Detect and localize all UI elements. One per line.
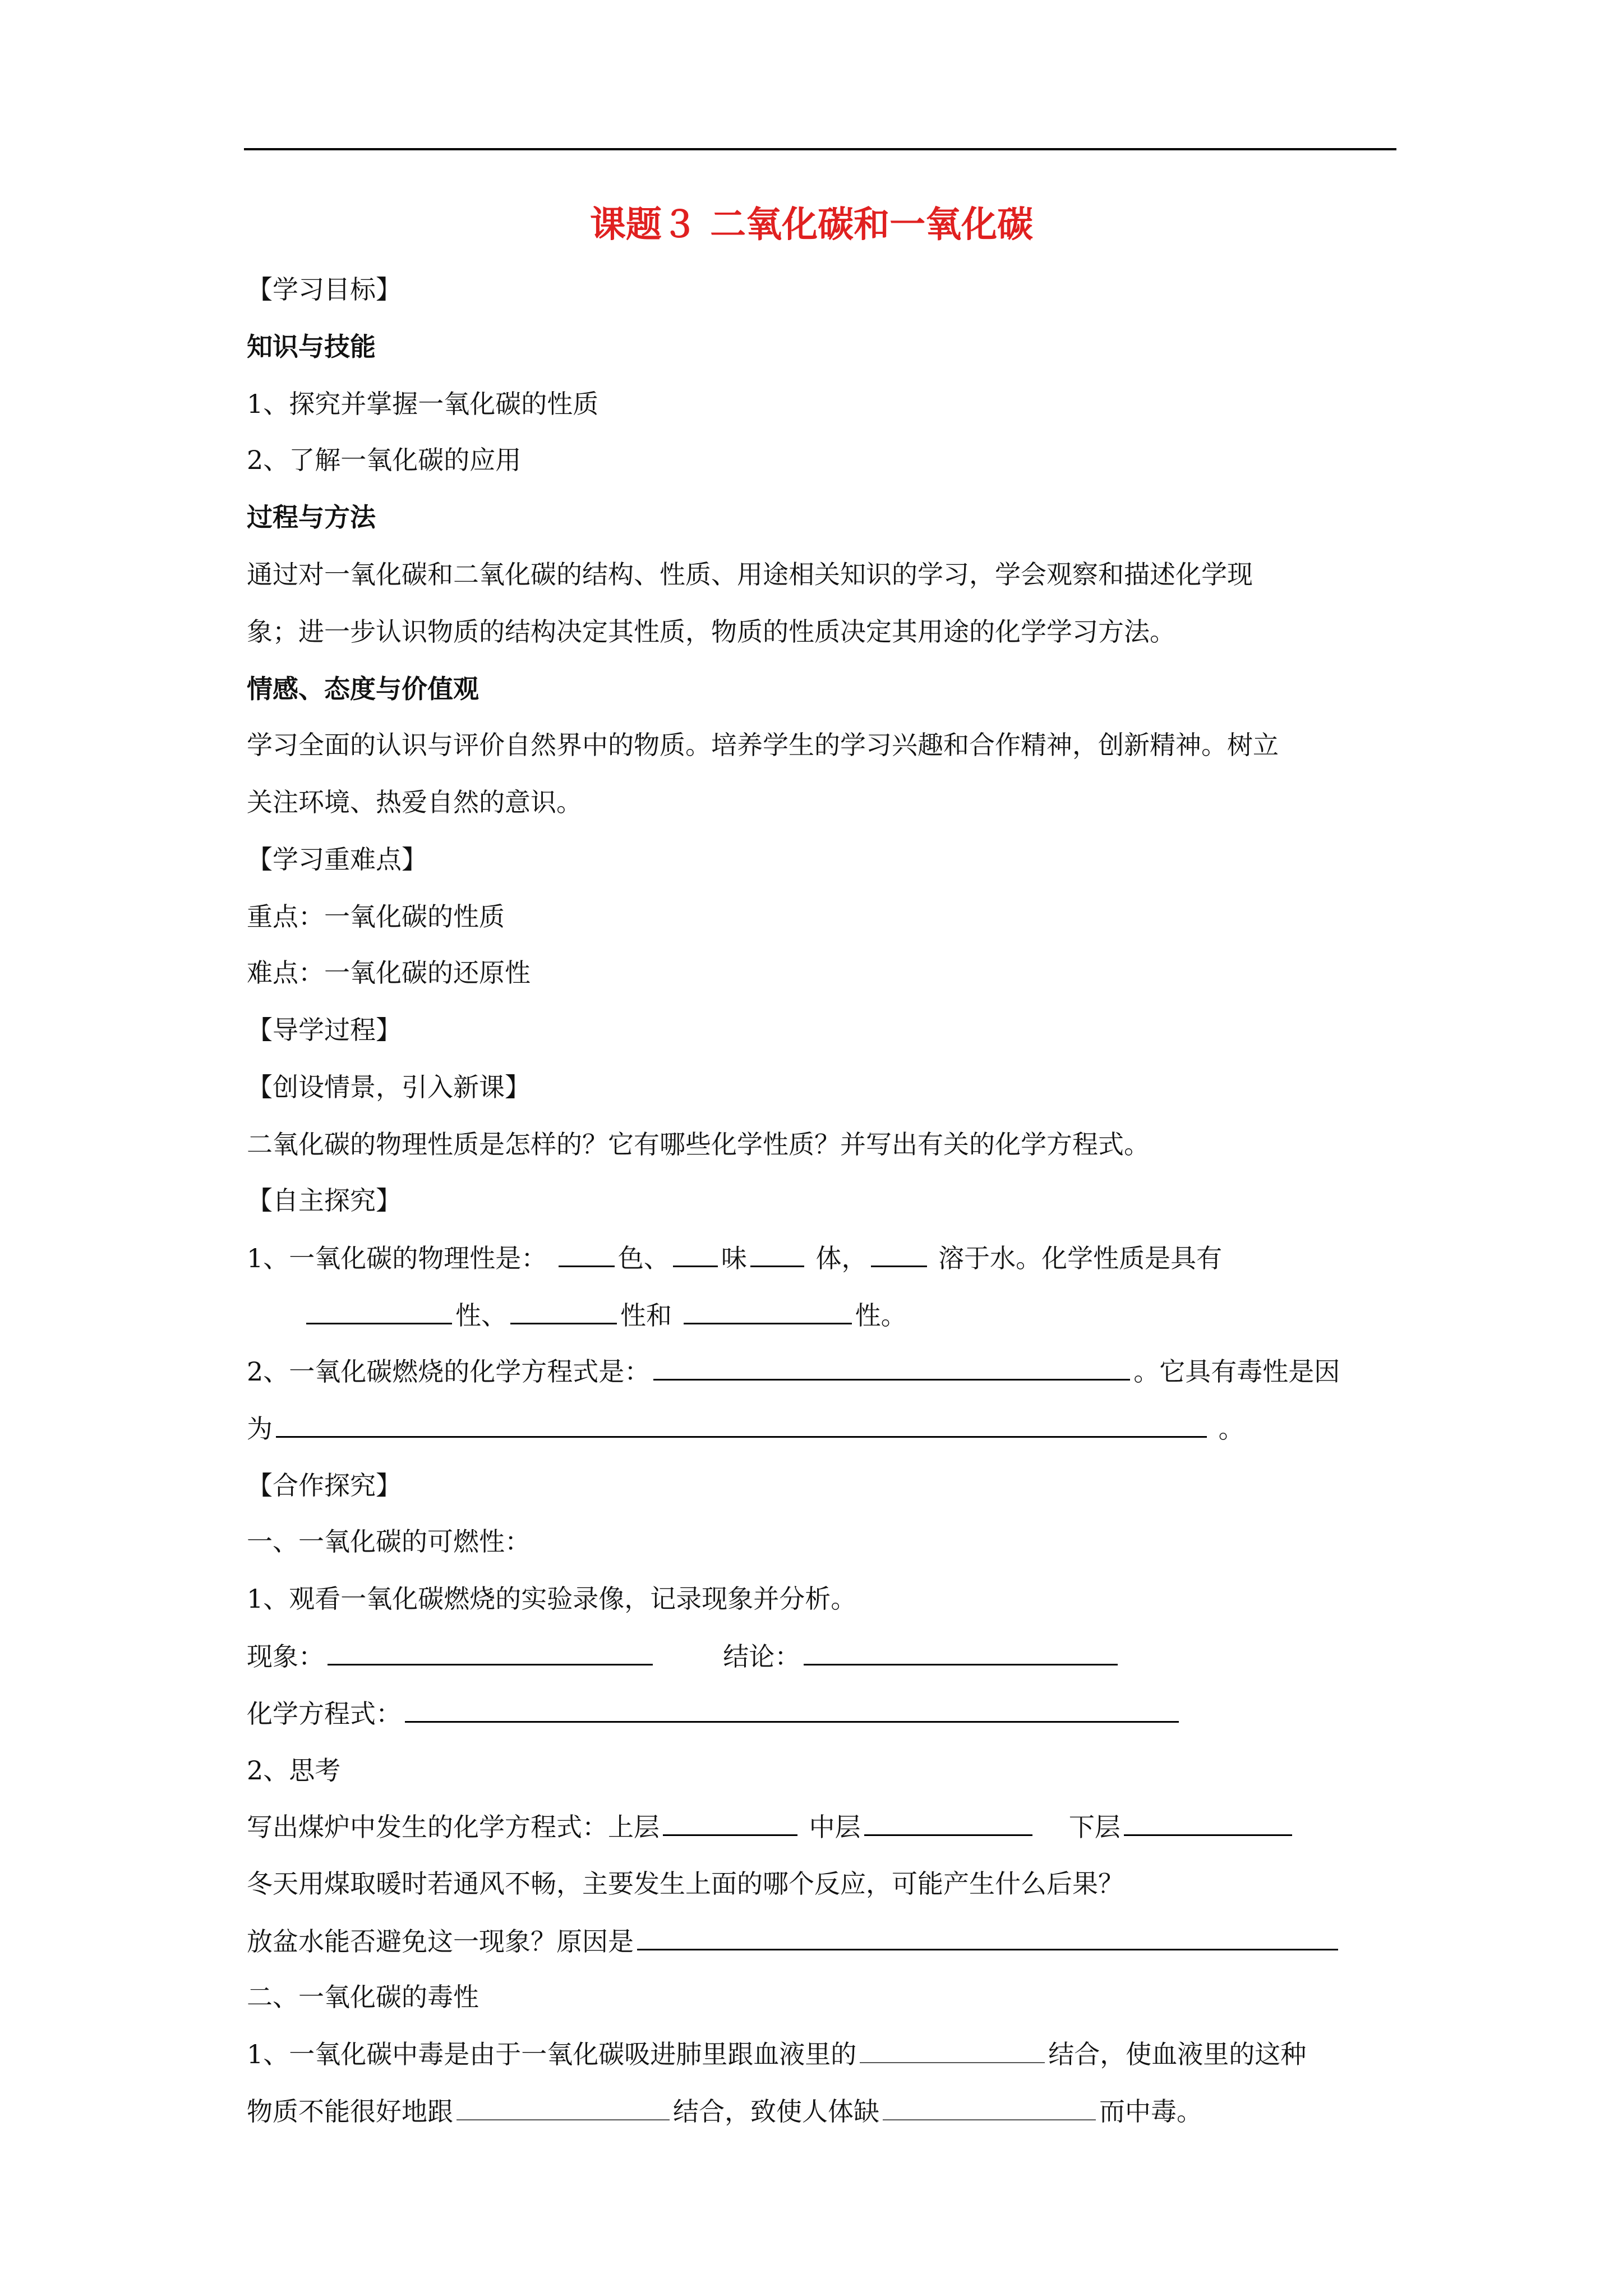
blank-smell[interactable] — [673, 1241, 718, 1267]
blank-lower-layer[interactable] — [1124, 1810, 1292, 1836]
coop-heading: 【合作探究】 — [247, 1470, 402, 1501]
self-1b-text-b: 性和 — [620, 1300, 672, 1331]
coop-section-1: 一、一氧化碳的可燃性： — [247, 1526, 531, 1557]
blank-water-reason[interactable] — [637, 1924, 1338, 1950]
winter-question: 冬天用煤取暖时若通风不畅，主要发生上面的哪个反应，可能产生什么后果？ — [247, 1869, 1124, 1899]
self-question-1-cont — [303, 1298, 907, 1332]
emotion-text-1: 学习全面的认识与评价自然界中的物质。培养学生的学习兴趣和合作精神，创新精神。树立 — [247, 730, 1279, 760]
process-text-2: 象；进一步认识物质的结构决定其性质，物质的性质决定其用途的化学学习方法。 — [247, 616, 1175, 647]
key-point: 重点：一氧化碳的性质 — [247, 901, 505, 932]
difficult-point: 难点：一氧化碳的还原性 — [247, 958, 531, 988]
stove-text-a: 写出煤炉中发生的化学方程式：上层 — [247, 1812, 660, 1842]
poison-1-text-a: 1、一氧化碳中毒是由于一氧化碳吸进肺里跟血液里的 — [247, 2039, 857, 2069]
stove-text-c: 下层 — [1068, 1812, 1121, 1842]
blank-solubility[interactable] — [871, 1241, 927, 1267]
poison-row-2 — [247, 2095, 1202, 2128]
self-1b-text-c: 性。 — [855, 1300, 907, 1331]
conclusion-label: 结论： — [723, 1641, 801, 1672]
blank-conclusion[interactable] — [804, 1639, 1118, 1665]
blank-upper-layer[interactable] — [663, 1810, 797, 1836]
blank-lack-of[interactable] — [883, 2095, 1096, 2120]
blank-equation[interactable] — [405, 1696, 1179, 1723]
process-heading: 过程与方法 — [247, 502, 376, 532]
knowledge-item-2: 2、了解一氧化碳的应用 — [247, 445, 522, 475]
blank-combine-with[interactable] — [457, 2095, 670, 2120]
self-2-text-b: 。它具有毒性是因 — [1133, 1356, 1340, 1387]
blank-combustion-equation[interactable] — [653, 1354, 1130, 1381]
blank-toxicity-reason[interactable] — [276, 1411, 1207, 1438]
intro-heading: 【创设情景，引入新课】 — [247, 1072, 531, 1102]
self-heading: 【自主探究】 — [247, 1185, 402, 1216]
blank-property-2[interactable] — [510, 1298, 617, 1324]
think-item: 2、思考 — [247, 1755, 341, 1786]
self-question-1 — [247, 1241, 1222, 1275]
stove-row — [247, 1810, 1295, 1844]
poison-row-1 — [247, 2037, 1306, 2071]
water-row — [247, 1924, 1341, 1958]
knowledge-item-1: 1、探究并掌握一氧化碳的性质 — [247, 389, 599, 419]
self-1-text-d: 体， — [815, 1243, 868, 1273]
key-heading: 【学习重难点】 — [247, 844, 427, 875]
blank-middle-layer[interactable] — [864, 1810, 1032, 1836]
self-1-text-c: 味 — [721, 1243, 747, 1273]
self-question-2-cont — [247, 1411, 1244, 1446]
blank-blood-component[interactable] — [860, 2037, 1045, 2063]
blank-property-3[interactable] — [684, 1298, 852, 1324]
process-text-1: 通过对一氧化碳和二氧化碳的结构、性质、用途相关知识的学习，学会观察和描述化学现 — [247, 559, 1253, 590]
phenomenon-row — [247, 1639, 1121, 1673]
poison-2-text-a: 物质不能很好地跟 — [247, 2096, 453, 2127]
poison-2-text-c: 而中毒。 — [1099, 2096, 1202, 2127]
blank-phenomenon[interactable] — [328, 1639, 653, 1665]
page-title: 课题３ 二氧化碳和一氧化碳 — [589, 204, 1034, 246]
emotion-heading: 情感、态度与价值观 — [247, 674, 479, 704]
water-question: 放盆水能否避免这一现象？原因是 — [247, 1926, 634, 1957]
intro-question: 二氧化碳的物理性质是怎样的？它有哪些化学性质？并写出有关的化学方程式。 — [247, 1129, 1150, 1159]
phenomenon-label: 现象： — [247, 1641, 324, 1672]
header-rule — [244, 148, 1396, 150]
self-2b-text-b: 。 — [1218, 1414, 1244, 1444]
stove-text-b: 中层 — [809, 1812, 861, 1842]
blank-state[interactable] — [750, 1241, 804, 1267]
self-1-text-a: 1、一氧化碳的物理性是： — [247, 1243, 547, 1273]
self-1-text-e: 溶于水。化学性质是具有 — [938, 1243, 1223, 1273]
blank-color[interactable] — [559, 1241, 615, 1267]
blank-property-1[interactable] — [306, 1298, 452, 1324]
guide-heading: 【导学过程】 — [247, 1015, 402, 1045]
self-2b-text-a: 为 — [247, 1414, 273, 1444]
knowledge-heading: 知识与技能 — [247, 332, 376, 362]
poison-2-text-b: 结合，致使人体缺 — [673, 2096, 879, 2127]
self-question-2 — [247, 1354, 1340, 1388]
equation-label: 化学方程式： — [247, 1699, 402, 1729]
goals-heading: 【学习目标】 — [247, 274, 402, 305]
self-1-text-b: 色、 — [617, 1243, 670, 1273]
coop-item-1: 1、观看一氧化碳燃烧的实验录像，记录现象并分析。 — [247, 1584, 857, 1614]
equation-row — [247, 1696, 1182, 1731]
poison-1-text-b: 结合，使血液里的这种 — [1048, 2039, 1307, 2069]
emotion-text-2: 关注环境、热爱自然的意识。 — [247, 787, 582, 817]
self-2-text-a: 2、一氧化碳燃烧的化学方程式是： — [247, 1356, 651, 1387]
self-1b-text-a: 性、 — [455, 1300, 507, 1331]
coop-section-2: 二、一氧化碳的毒性 — [247, 1982, 479, 2012]
